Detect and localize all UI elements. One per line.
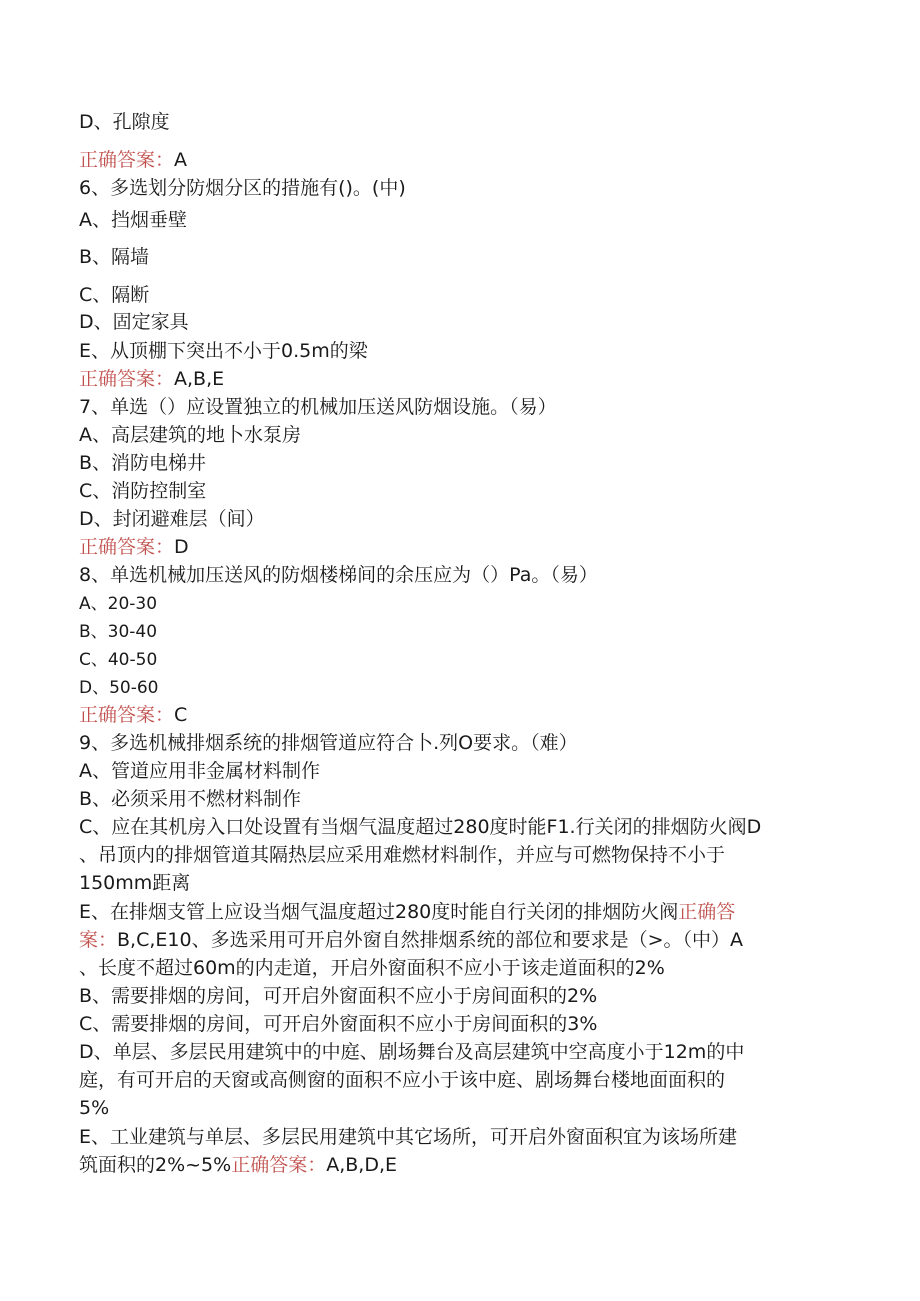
q10-option-e-line1: E、工业建筑与单层、多层民用建筑中其它场所，可开启外窗面积宜为该场所建 [79, 1126, 738, 1148]
q7-option-a: A、高层建筑的地卜水泵房 [79, 424, 301, 446]
answer-label: 正确答案： [79, 368, 175, 390]
q7-stem: 7、单选（）应设置独立的机械加压送风防烟设施。（易） [79, 396, 557, 418]
q9-option-e-text: E、在排烟支管上应设当烟气温度超过280度时能自行关闭的排烟防火阀 [79, 901, 679, 923]
q7-option-b: B、消防电梯井 [79, 452, 207, 474]
q6-answer [79, 365, 839, 393]
answer-label: 正确答案： [79, 704, 175, 726]
q7-option-d: D、封闭避难层（间） [79, 508, 265, 530]
q8-answer [79, 701, 839, 729]
q9-option-b: B、必须采用不燃材料制作 [79, 788, 302, 810]
q7-answer [79, 533, 839, 561]
answer-label: 正确答案： [79, 536, 175, 558]
q9-option-d-line2: 150mm距离 [79, 872, 191, 894]
answer-value: D [174, 536, 189, 558]
q5-option-d: D、孔隙度 [79, 111, 170, 133]
q9-option-e [79, 898, 839, 926]
q6-stem: 6、多选划分防烟分区的措施有()。(中) [79, 177, 406, 199]
q10-option-e-text: 筑面积的2%~5% [79, 1154, 232, 1176]
q6-option-c: C、隔断 [79, 284, 150, 306]
answer-value: A,B,E [174, 368, 225, 390]
q9-answer-q10-stem [79, 926, 839, 954]
q7-option-c: C、消防控制室 [79, 480, 207, 502]
q9-stem: 9、多选机械排烟系统的排烟管道应符合卜.列O要求。（难） [79, 732, 578, 754]
q10-option-d-line1: D、单层、多层民用建筑中的中庭、剧场舞台及高层建筑中空高度小于12m的中 [79, 1041, 745, 1063]
q6-option-d: D、固定家具 [79, 311, 189, 333]
answer-value: B,C,E [117, 929, 168, 951]
answer-label: 正确答 [678, 901, 736, 923]
q9-option-d-line: 、吊顶内的排烟管道其隔热层应采用难燃材料制作，并应与可燃物保持不小于 [79, 844, 726, 866]
answer-value: C [174, 704, 188, 726]
answer-label: 正确答案： [79, 149, 175, 171]
answer-value: A,B,D,E [326, 1154, 398, 1176]
q8-option-d: D、50-60 [79, 678, 159, 698]
q9-option-c-line1: C、应在其机房入口处设置有当烟气温度超过280度时能F1.行关闭的排烟防火阀D [79, 816, 762, 838]
answer-label: 案： [79, 929, 118, 951]
q8-option-c: C、40-50 [79, 650, 158, 670]
q8-stem: 8、单选机械加压送风的防烟楼梯间的余压应为（）Pa。（易） [79, 564, 598, 586]
q6-option-a: A、挡烟垂壁 [79, 209, 187, 231]
q8-option-a: A、20-30 [79, 594, 158, 614]
q6-option-e: E、从顶棚下突出不小于0.5m的梁 [79, 340, 368, 362]
q9-option-a: A、管道应用非金属材料制作 [79, 760, 320, 782]
q10-option-c: C、需要排烟的房间，可开启外窗面积不应小于房间面积的3% [79, 1013, 598, 1035]
answer-value: A [174, 149, 188, 171]
q10-option-e-line2 [79, 1151, 839, 1179]
q10-option-d-line2: 庭，有可开启的天窗或高侧窗的面积不应小于该中庭、剧场舞台楼地面面积的 [79, 1069, 726, 1091]
q10-option-a: 、长度不超过60m的内走道，开启外窗面积不应小于该走道面积的2% [79, 957, 665, 979]
q6-option-b: B、隔墙 [79, 246, 150, 268]
answer-label: 正确答案： [231, 1154, 327, 1176]
q10-stem: 10、多选采用可开启外窗自然排烟系统的部位和要求是（>。（中）A [167, 929, 744, 951]
q5-answer [79, 146, 839, 174]
q8-option-b: B、30-40 [79, 622, 158, 642]
q10-option-d-line3: 5% [79, 1097, 110, 1119]
q10-option-b: B、需要排烟的房间，可开启外窗面积不应小于房间面积的2% [79, 985, 598, 1007]
